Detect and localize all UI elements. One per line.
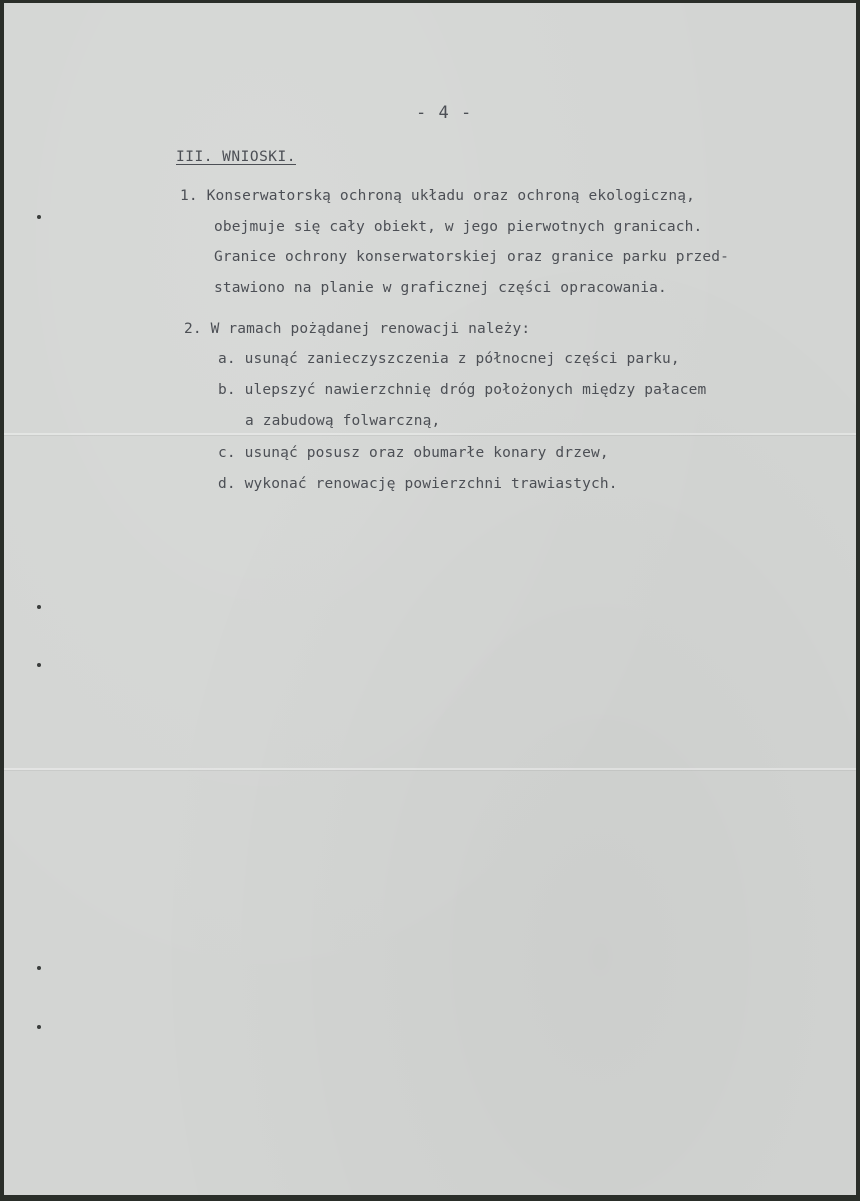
paper-fold [4,768,856,770]
point1-line2: obejmuje się cały obiekt, w jego pierwotnych granicach. [214,219,703,235]
point2-intro: 2. W ramach pożądanej renowacji należy: [184,321,531,337]
punch-mark [37,663,41,667]
punch-mark [37,215,41,219]
point2-item-b-line2: a zabudową folwarczną, [245,413,441,429]
page-number: - 4 - [416,103,473,123]
punch-mark [37,1025,41,1029]
point1-line4: stawiono na planie w graficznej części opracowania. [214,280,667,296]
point2-item-c: c. usunąć posusz oraz obumarłe konary drzew, [218,445,609,461]
punch-mark [37,605,41,609]
point1-line3: Granice ochrony konserwatorskiej oraz granice parku przed- [214,249,730,265]
punch-mark [37,966,41,970]
point1-line1: 1. Konserwatorską ochroną układu oraz ochroną ekologiczną, [180,188,696,204]
paper-fold [4,433,856,435]
point2-item-b-line1: b. ulepszyć nawierzchnię dróg położonych między pałacem [218,382,707,398]
document-page [4,3,856,1195]
point2-item-d: d. wykonać renowację powierzchni trawiastych. [218,476,618,492]
section-heading: III. WNIOSKI. [176,149,296,165]
point2-item-a: a. usunąć zanieczyszczenia z północnej części parku, [218,351,680,367]
